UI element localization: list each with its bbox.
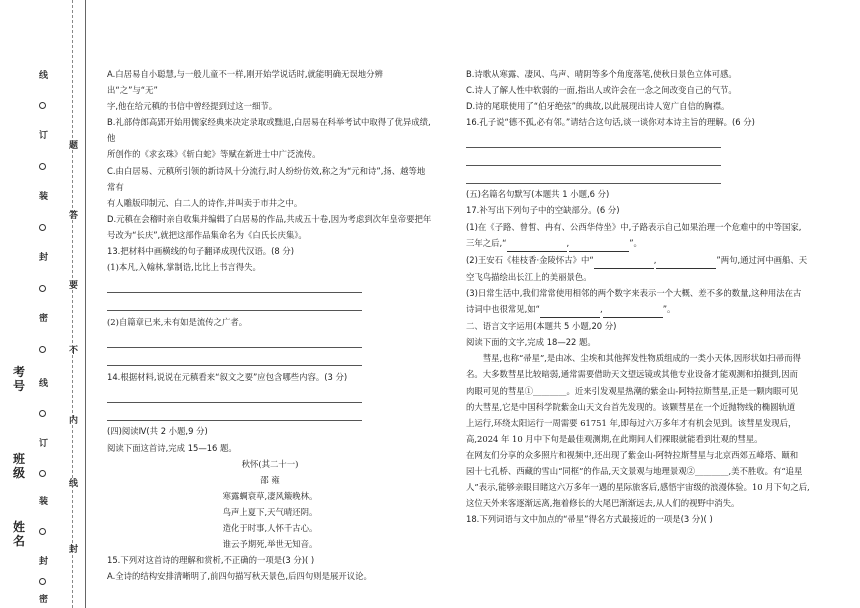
passage-line: 名。大多数彗星比较暗弱,通常需要借助天文望远镜或其他专业设备才能观测和拍摄到,因而 <box>466 369 798 380</box>
text-line: 有人雕版印制元、白二人的诗作,并叫卖于市井之中。 <box>107 197 303 208</box>
binding-hole-icon <box>39 163 46 170</box>
binding-char: 装 <box>39 497 49 507</box>
q13-1: (1)本凡,入翰林,掌制诰,比比上书言得失。 <box>107 262 261 273</box>
binding-char: 线 <box>39 379 49 389</box>
blank[interactable] <box>507 235 567 252</box>
passage-line: 高,2024 年 10 月中下旬是最佳观测期,在此期间人们裸眼就能看到壮观的彗星。 <box>466 433 763 444</box>
passage-line: 肉眼可见的彗星①________。近来引发观星热潮的紫金山-阿特拉斯彗星,正是一颗肉眼可见 <box>466 385 799 396</box>
section-4-heading: (四)阅读Ⅳ(共 2 小题,9 分) <box>107 426 208 437</box>
answer-line[interactable] <box>107 295 362 311</box>
blank[interactable] <box>603 301 663 318</box>
binding-char: 封 <box>39 557 49 567</box>
text-line: D.诗的尾联使用了“伯牙绝弦”的典故,以此展现出诗人宽广自信的胸襟。 <box>466 101 730 112</box>
text-line: D.元稹在会稽时亲自收集并编辑了白居易的作品,共成五十卷,因为考虑到次年皇帝要把年 <box>107 213 432 224</box>
q13-2: (2)自篇章已来,未有如是流传之广者。 <box>107 317 248 328</box>
blank[interactable] <box>594 252 654 269</box>
poem-line: 寒露蜩衰草,凄风簸晚林。 <box>222 490 318 501</box>
student-field-label: 姓名 <box>12 520 25 548</box>
binding-char: 订 <box>39 131 49 141</box>
text-line: B.诗歌从寒露、凄风、鸟声、晴阴等多个角度落笔,使秋日景色立体可感。 <box>466 69 737 79</box>
q17-1: (1)在《子路、曾皙、冉有、公西华侍坐》中,子路表示自己如果治理一个危难中的中等国家, <box>466 221 802 232</box>
q17-3: (3)日常生活中,我们常常使用相邻的两个数字来表示一个大概、差不多的数量,这种用法在古 <box>466 287 802 298</box>
text-line: 号改为“长庆”,就把这部作品集命名为《白氏长庆集》。 <box>107 229 307 240</box>
section-5-heading: (五)名篇名句默写(本题共 1 小题,6 分) <box>466 189 610 200</box>
q17-2: (2)王安石《桂枝香·金陵怀古》中“ , ”两句,通过河中画船、天 <box>466 252 846 269</box>
q17: 17.补写出下列句子中的空缺部分。(6 分) <box>466 205 620 216</box>
binding-inner-char: 内 <box>69 416 79 426</box>
binding-inner-char: 答 <box>69 211 79 221</box>
q17-1-blanks: 三年之后,“ , ”。 <box>466 235 846 252</box>
text-line: 所创作的《求玄珠》《斩白蛇》等赋在新进士中广泛流传。 <box>107 149 321 160</box>
answer-line[interactable] <box>107 387 362 403</box>
passage-line: 彗星,也称“帚星”,是由冰、尘埃和其他挥发性物质组成的一类小天体,因形状如扫帚而得 <box>482 353 801 364</box>
part-2-intro: 阅读下面的文字,完成 18—22 题。 <box>466 337 596 348</box>
passage-line: 上运行,环绕太阳运行一周需要 61751 年,即每过六万多年才有机会见到。该彗星发现后， <box>466 417 797 428</box>
poem-author: 邵 雍 <box>260 474 280 485</box>
binding-hole-icon <box>39 224 46 231</box>
binding-hole-icon <box>39 470 46 477</box>
text-line: 13.把材料中画横线的句子翻译成现代汉语。(8 分) <box>107 246 294 257</box>
answer-line[interactable] <box>466 132 721 148</box>
cut-line-inner <box>85 0 86 608</box>
binding-inner-char: 封 <box>69 545 79 555</box>
answer-line[interactable] <box>107 405 362 421</box>
binding-char: 线 <box>39 71 49 81</box>
binding-hole-icon <box>39 285 46 292</box>
passage-line: 这位天外来客逐渐远离,拖着修长的大尾巴渐渐远去,从人们的视野中消失。 <box>466 498 740 509</box>
passage-line: 的大彗星,它是中国科学院紫金山天文台首先发现的。该颗彗星在一个近抛物线的椭圆轨道 <box>466 401 796 412</box>
answer-line[interactable] <box>107 277 362 293</box>
text-line: C.诗人了解人性中软弱的一面,指出人或许会在一念之间改变自己的气节。 <box>466 85 737 96</box>
binding-hole-icon <box>39 578 46 585</box>
binding-margin <box>0 0 90 608</box>
blank[interactable] <box>540 301 600 318</box>
cut-line-outer <box>72 0 73 608</box>
binding-hole-icon <box>39 102 46 109</box>
binding-inner-char: 线 <box>69 479 79 489</box>
poem-line: 鸟声上夏下,天气晴还阴。 <box>222 506 318 517</box>
binding-char: 订 <box>39 439 49 449</box>
part-2-heading: 二、语言文字运用(本题共 5 小题,20 分) <box>466 321 617 332</box>
binding-inner-char: 题 <box>69 141 79 151</box>
text-line: 16.孔子说“德不孤,必有邻。”请结合这句话,谈一谈你对本诗主旨的理解。(6 分) <box>466 117 755 128</box>
poem-line: 造化于时事,人怀千古心。 <box>222 522 318 533</box>
q14: 14.根据材料,说说在元稹看来“叙文之要”应包含哪些内容。(3 分) <box>107 372 348 383</box>
passage-line: 园十七孔桥、西藏的雪山“同框”的作品,天文景观与地理景观②________,美不胜收。有“追星 <box>466 465 803 476</box>
poem-line: 谁云予期死,举世无知音。 <box>222 539 318 550</box>
question-intro: 阅读下面这首诗,完成 15—16 题。 <box>107 442 237 453</box>
left-column <box>107 66 433 584</box>
q17-3-blanks: 诗词中也很常见,如“ , ”。 <box>466 301 846 318</box>
passage-line: 人”表示,能够亲眼目睹这六万多年一遇的星际旅客后,感悟宇宙级的浪漫体验。10 月下旬之后, <box>466 482 810 493</box>
binding-hole-icon <box>39 346 46 353</box>
binding-hole-icon <box>39 410 46 417</box>
text-line: C.由白居易、元稹所引领的新诗风十分流行,时人纷纷仿效,称之为“元和诗”,扬、越等地常有 <box>107 165 426 192</box>
answer-line[interactable] <box>107 350 362 366</box>
binding-char: 密 <box>39 314 49 324</box>
binding-char: 封 <box>39 253 49 263</box>
right-column <box>466 66 846 527</box>
poem-title: 秋怀(其二十一) <box>241 458 299 469</box>
answer-line[interactable] <box>466 168 721 184</box>
q18: 18.下列词语与文中加点的“帚星”得名方式最接近的一项是(3 分)( ) <box>466 514 713 525</box>
text-line: 字,他在给元稹的书信中曾经提到过这一细节。 <box>107 101 278 112</box>
answer-line[interactable] <box>107 332 362 348</box>
passage-line: 在网友们分享的众多照片和视频中,还出现了紫金山-阿特拉斯彗星与北京西郊五峰塔、颐和 <box>466 449 799 460</box>
binding-char: 密 <box>39 595 49 605</box>
q17-2-cont: 空飞鸟描绘出长江上的美丽景色。 <box>466 271 592 282</box>
student-field-label: 考号 <box>12 365 25 393</box>
text-line: B.礼部侍郎高郢开始用儒家经典来决定录取或黜退,白居易在科举考试中取得了优异成绩,他 <box>107 117 431 144</box>
blank[interactable] <box>569 235 629 252</box>
q15: 15.下列对这首诗的理解和赏析,不正确的一项是(3 分)( ) <box>107 555 315 566</box>
student-field-label: 班级 <box>12 452 25 480</box>
binding-char: 装 <box>39 192 49 202</box>
q15-option-a: A.全诗的结构安排清晰明了,前四句描写秋天景色,后四句则是展开议论。 <box>107 571 372 582</box>
binding-inner-char: 不 <box>69 346 79 356</box>
binding-hole-icon <box>39 528 46 535</box>
blank[interactable] <box>656 252 716 269</box>
answer-line[interactable] <box>466 150 721 166</box>
binding-inner-char: 要 <box>69 281 79 291</box>
text-line: A.白居易自小聪慧,与一般儿童不一样,刚开始学说话时,就能明确无误地分辨出“之”与“无” <box>107 69 383 96</box>
